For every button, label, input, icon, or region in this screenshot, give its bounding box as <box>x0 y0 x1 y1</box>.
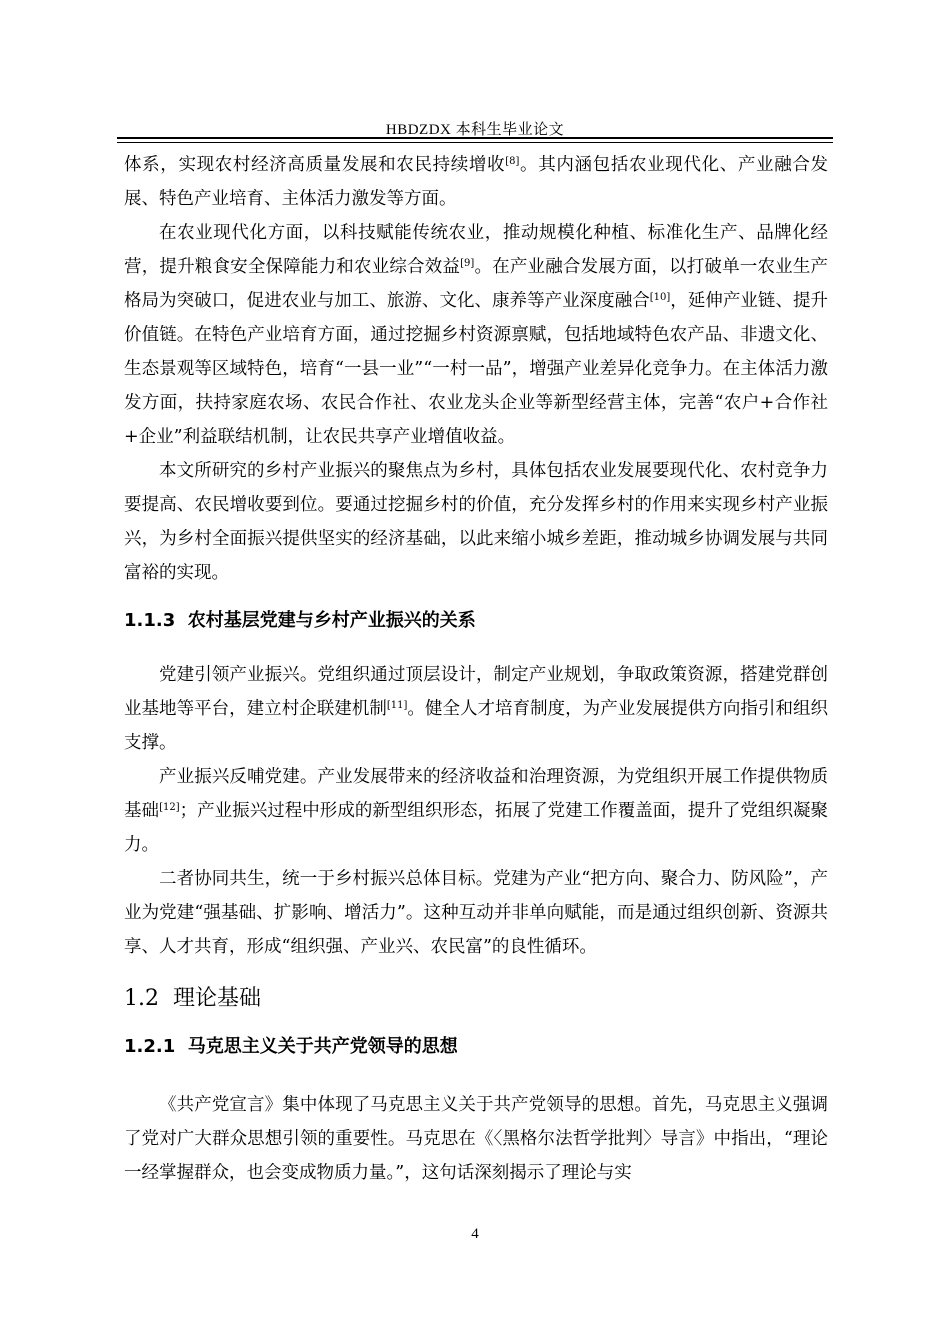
paragraph: 党建引领产业振兴。党组织通过顶层设计，制定产业规划，争取政策资源，搭建党群创业基地等平台，建立村企联建机制[11]。健全人才培育制度，为产业发展提供方向指引和组织支撑。 <box>124 665 829 753</box>
citation: [8] <box>505 156 520 167</box>
citation: [9] <box>460 258 475 269</box>
paragraph: 在农业现代化方面，以科技赋能传统农业，推动规模化种植、标准化生产、品牌化经营，提升粮食安全保障能力和农业综合效益[9]。在产业融合发展方面，以打破单一农业生产格局为突破口，促进农业与加工、旅游、文化、康养等产业深度融合[10]，延伸产业链、提升价值链。在特色产业培育方面，通过挖掘乡村资源禀赋，包括地域特色农产品、非遗文化、生态景观等区域特色，培育“一县一业”“一村一品”，增强产业差异化竞争力。在主体活力激发方面，扶持家庭农场、农民合作社、农业龙头企业等新型经营主体，完善“农户+合作社+企业”利益联结机制，让农民共享产业增值收益。 <box>124 223 829 447</box>
page-number: 4 <box>471 1226 479 1242</box>
page-body <box>124 148 828 1190</box>
section-heading-1-1-3: 1.1.3 农村基层党建与乡村产业振兴的关系 <box>124 610 476 631</box>
citation: [10] <box>649 292 671 303</box>
header-rule-thick <box>117 137 833 139</box>
citation: [12] <box>159 802 180 813</box>
paragraph: 二者协同共生，统一于乡村振兴总体目标。党建为产业“把方向、聚合力、防风险”，产业为党建“强基础、扩影响、增活力”。这种互动并非单向赋能，而是通过组织创新、资源共享、人才共育，形成“组织强、产业兴、农民富”的良性循环。 <box>124 869 828 957</box>
header-rule-thin <box>117 142 833 143</box>
paragraph: 本文所研究的乡村产业振兴的聚焦点为乡村，具体包括农业发展要现代化、农村竞争力要提高、农民增收要到位。要通过挖掘乡村的价值，充分发挥乡村的作用来实现乡村产业振兴，为乡村全面振兴提供坚实的经济基础，以此来缩小城乡差距，推动城乡协调发展与共同富裕的实现。 <box>124 461 828 583</box>
paragraph: 《共产党宣言》集中体现了马克思主义关于共产党领导的思想。首先，马克思主义强调了党对广大群众思想引领的重要性。马克思在《〈黑格尔法哲学批判〉导言》中指出，“理论一经掌握群众，也会变成物质力量。”，这句话深刻揭示了理论与实 <box>124 1095 828 1183</box>
citation: [11] <box>386 700 408 711</box>
paragraph: 产业振兴反哺党建。产业发展带来的经济收益和治理资源，为党组织开展工作提供物质基础[12]；产业振兴过程中形成的新型组织形态，拓展了党建工作覆盖面，提升了党组织凝聚力。 <box>124 767 829 855</box>
section-heading-1-2-1: 1.2.1 马克思主义关于共产党领导的思想 <box>124 1036 458 1057</box>
page-header: HBDZDX 本科生毕业论文 <box>385 122 565 138</box>
paragraph: 体系，实现农村经济高质量发展和农民持续增收[8]。其内涵包括农业现代化、产业融合发展、特色产业培育、主体活力激发等方面。 <box>124 155 829 209</box>
section-heading-1-2: 1.2 理论基础 <box>124 986 262 1011</box>
